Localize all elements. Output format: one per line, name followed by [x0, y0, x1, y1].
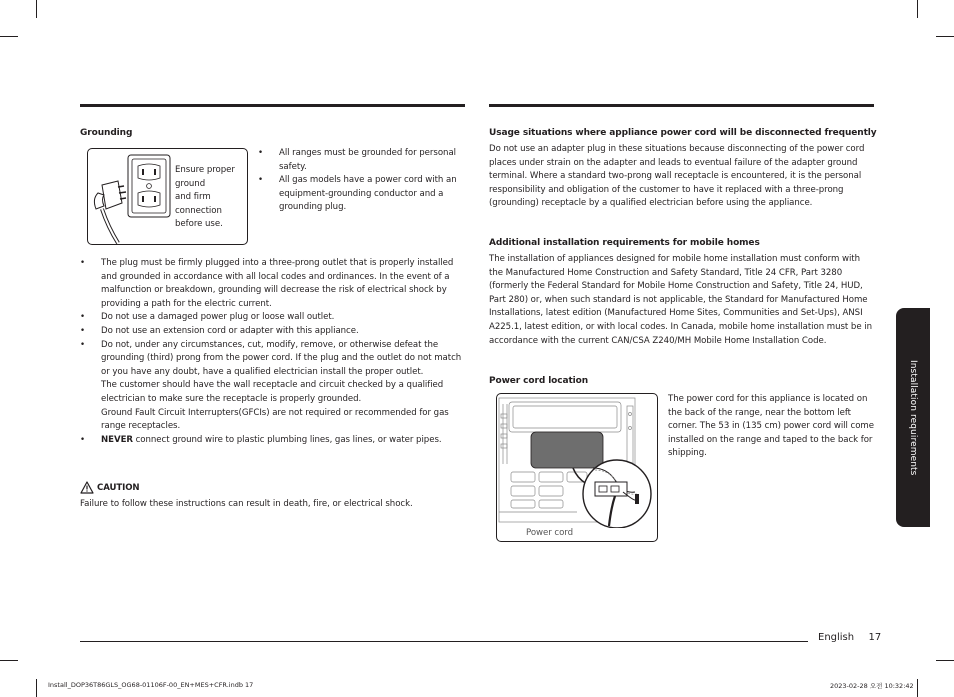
list-item: • Do not use an extension cord or adapter with this appliance. — [80, 325, 359, 336]
page-number: 17 — [868, 632, 882, 643]
list-item: • All gas models have a power cord with an equipment-grounding conductor and a grounding plug. — [258, 175, 457, 213]
sub-paragraph: The customer should have the wall receptacle and circuit checked by a qualified electrician to make sure the receptacle is properly grounded. — [101, 380, 444, 404]
mobile-heading: Additional installation requirements for mobile homes — [489, 238, 760, 248]
range-back-illustration — [497, 394, 657, 528]
crop-mark — [917, 679, 918, 697]
power-cord-heading: Power cord location — [489, 376, 589, 386]
outlet-icon — [128, 155, 170, 217]
list-item: • Do not, under any circumstances, cut, modify, remove, or otherwise defeat the grounding (third) prong from the power cord. If the plug and the outlet do not match or you have any doubt, have a qualified electrician install the proper outlet. — [80, 339, 462, 377]
crop-mark — [936, 36, 954, 37]
slug-date: 2023-02-28 오전 10:32:42 — [830, 682, 914, 690]
crop-mark — [0, 660, 18, 661]
figure-bullet-list — [258, 147, 465, 215]
warning-triangle-icon — [80, 481, 94, 494]
footer-language: English — [818, 632, 855, 643]
power-cord-text: The power cord for this appliance is located on the back of the range, near the bottom left corner. The 53 in (135 cm) power cord will come installed on the range and taped to the back for shipping. — [668, 394, 874, 459]
side-tab-label: Installation requirements — [908, 359, 918, 476]
crop-mark — [936, 660, 954, 661]
usage-text: Do not use an adapter plug in these situations because disconnecting of the power cord places under strain on the adapter and leads to eventual failure of the adapter ground terminal. Where a standard two-prong wall receptacle is encountered, it is the personal responsibility and obligation of the customer to have it replaced with a three-prong (grounding) receptacle by a qualified electrician before using the appliance. — [489, 144, 865, 209]
crop-mark — [0, 36, 18, 37]
crop-mark — [36, 0, 37, 18]
plug-icon — [94, 181, 126, 243]
footer — [818, 632, 881, 643]
power-cord-label: Power cord — [526, 528, 574, 538]
footer-rule — [80, 641, 808, 642]
usage-heading: Usage situations where appliance power cord will be disconnected frequently — [489, 128, 877, 138]
list-item: • NEVER connect ground wire to plastic plumbing lines, gas lines, or water pipes. — [80, 434, 442, 445]
grounding-bullet-list — [80, 257, 465, 447]
section-rule-right — [489, 104, 874, 107]
section-rule-left — [80, 104, 465, 107]
caution-text: Failure to follow these instructions can result in death, fire, or electrical shock. — [80, 499, 413, 509]
outlet-plug-illustration — [88, 149, 174, 244]
figure-caption: Ensure proper ground and firm connection before use. — [175, 165, 235, 230]
grounding-heading: Grounding — [80, 128, 133, 138]
sub-paragraph: Ground Fault Circuit Interrupters(GFCIs) are not required or recommended for gas range receptacles. — [101, 407, 449, 432]
slug-file: Install_DOP36T86GLS_OG68-01106F-00_EN+MES+CFR.indb 17 — [48, 681, 254, 689]
caution-label: CAUTION — [97, 483, 140, 493]
list-item: • All ranges must be grounded for personal safety. — [258, 148, 456, 172]
crop-mark — [36, 679, 37, 697]
list-item: • Do not use a damaged power plug or loose wall outlet. — [80, 312, 335, 323]
list-item: • The plug must be firmly plugged into a three-prong outlet that is properly installed and grounded in accordance with all local codes and ordinances. In the event of a malfunction or breakdown, grounding will decrease the risk of electrical shock by providing a path for the electric current. — [80, 258, 454, 309]
crop-mark — [917, 0, 918, 18]
mobile-text: The installation of appliances designed for mobile home installation must conform with the Manufactured Home Construction and Safety Standard, Title 24 CFR, Part 3280 (formerly the Federal Standard for Mobile Home Construction and Safety, Title 24, HUD, Part 280) or, when such standard is not applicable, the Standard for Manufactured Home Installations, latest edition (Manufactured Home Sites, Communities and Set-Ups), ANSI A225.1, latest edition, or with local codes. In Canada, mobile home installation must be in accordance with the current CAN/CSA Z240/MH Mobile Home Installation Code. — [489, 254, 872, 346]
